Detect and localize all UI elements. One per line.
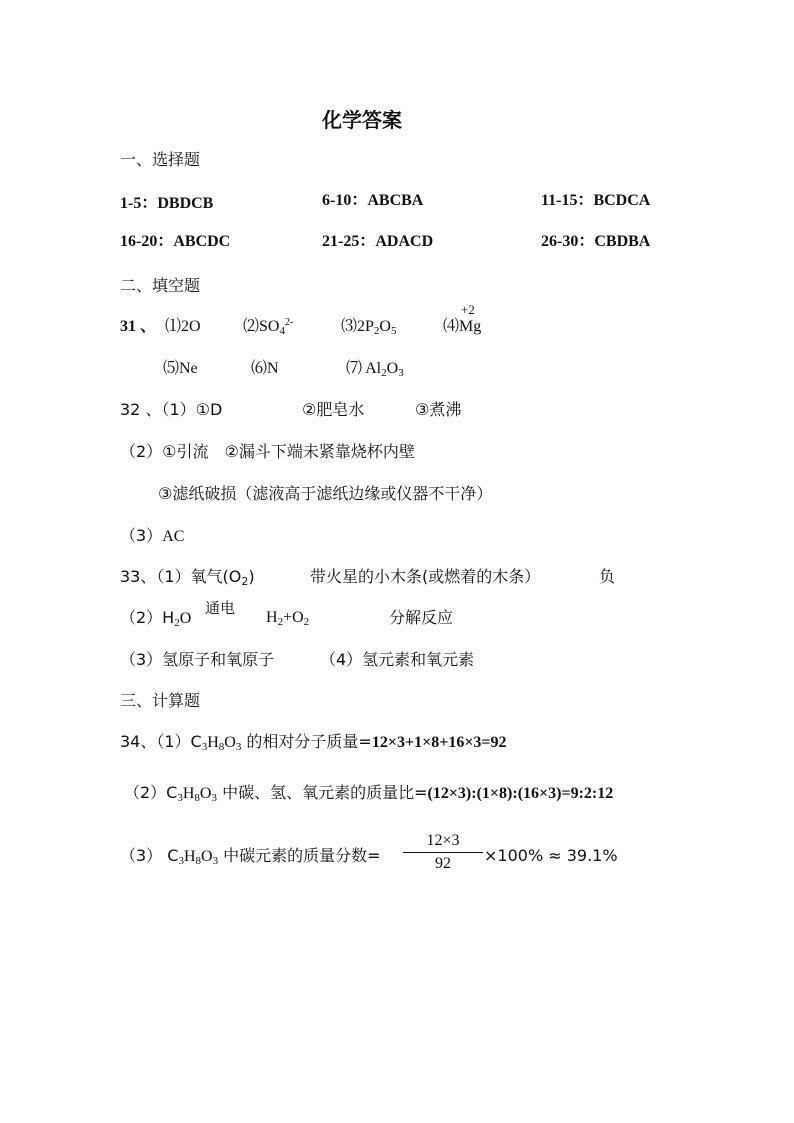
q32-line-2: （2）①引流 ②漏斗下端未紧靠烧杯内壁 (120, 442, 415, 461)
section-fill-heading: 二、填空题 (120, 276, 201, 295)
q33-reaction-type: 分解反应 (389, 608, 454, 627)
q31-number: 31 、 (120, 318, 157, 335)
q34-line-3-result: ×100% ≈ 39.1% (484, 846, 618, 865)
q32-line-3: ③滤纸破损（滤液高于滤纸边缘或仪器不干净） (158, 484, 493, 503)
q32-line-1a: 32 、（1）①D (120, 400, 223, 419)
q31-answer-3: $⑶2P_2O_5$ (341, 318, 397, 337)
choice-answer-26-30: 26-30：CBDBA (541, 233, 651, 250)
q33-line-3b: （4）氢元素和氧元素 (320, 650, 475, 669)
mass-fraction (403, 832, 483, 873)
q34-line-3: （3） $C_3H_8O_3$ 中碳元素的质量分数= (120, 846, 381, 867)
valence-mg: +2 Mg (459, 302, 482, 335)
fraction-denominator: 92 (435, 855, 451, 872)
q31-answer-6: ⑹N (251, 360, 279, 377)
q33-line-2-products: $H_2+O_2$ (266, 609, 310, 628)
q31-answer-4: ⑷ +2 Mg (443, 302, 482, 335)
q33-line-1b: 带火星的小木条(或燃着的木条） (310, 567, 541, 586)
q32-line-1b: ②肥皂水 (302, 400, 365, 419)
section-choice-heading: 一、选择题 (120, 150, 201, 169)
q33-line-1c: 负 (599, 567, 616, 586)
choice-answer-6-10: 6-10：ABCBA (322, 192, 424, 209)
q33-reaction-condition: 通电 (205, 599, 236, 617)
q33-line-1a: 33、（1）氧气$(O_2)$ (120, 567, 255, 588)
q34-line-1: 34、$(1)C_3H_8O_3$ 的相对分子质量=12×3+1×8+16×3=92 (120, 732, 507, 753)
q34-line-2: $(2)C_3H_8O_3$ 中碳、氢、氧元素的质量比=(12×3):(1×8):(16×3)=9:2:12 (124, 783, 614, 804)
section-calc-heading: 三、计算题 (120, 691, 201, 710)
q31-answer-5: ⑸Ne (163, 360, 198, 377)
q31-answer-1: ⑴2O (165, 318, 201, 335)
q33-line-2-reactant: $(2)H_2O$ (120, 608, 192, 629)
q31-answer-2: $⑵SO_4^{2-}$ (243, 317, 294, 337)
choice-answer-21-25: 21-25：ADACD (322, 233, 434, 250)
q31-answer-7: ⑺ $Al_2O_3$ (346, 360, 404, 379)
q32-line-1c: ③煮沸 (415, 400, 462, 419)
fraction-numerator: 12×3 (426, 832, 460, 849)
choice-answer-1-5: 1-5：DBDCB (120, 195, 214, 212)
q32-line-4: （3）AC (120, 526, 185, 545)
fraction-bar (403, 852, 483, 853)
page-title: 化学答案 (322, 108, 402, 132)
q33-line-3a: （3）氢原子和氧原子 (120, 650, 275, 669)
choice-answer-11-15: 11-15：BCDCA (541, 192, 651, 209)
choice-answer-16-20: 16-20：ABCDC (120, 233, 231, 250)
